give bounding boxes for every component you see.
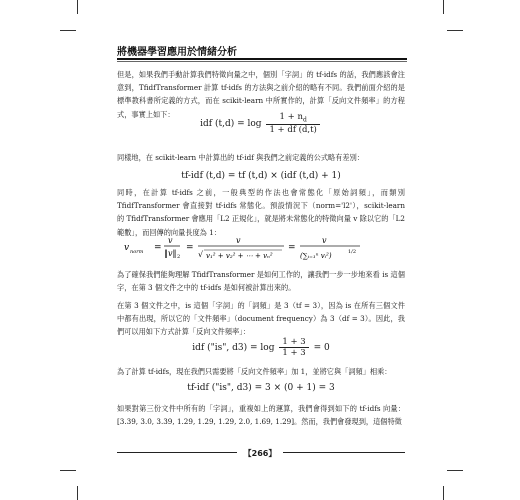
eq4-lhs: idf ("is", d3) = log	[192, 343, 275, 353]
page-number: 【266】	[243, 449, 277, 458]
eq1-numerator: 1 + n	[279, 112, 303, 122]
crop-mark	[77, 486, 78, 500]
equation-idf-is	[117, 337, 405, 358]
crop-mark	[60, 470, 76, 471]
svg-text:v₁² + v₂² + ⋯ + vₙ²: v₁² + v₂² + ⋯ + vₙ²	[206, 252, 273, 260]
eq1-denominator: 1 + df (d,t)	[269, 124, 317, 135]
eq4-denominator: 1 + 3	[282, 348, 306, 358]
svg-text:=: =	[154, 243, 162, 253]
crop-mark	[443, 0, 444, 14]
eq4-numerator: 1 + 3	[279, 337, 308, 348]
paragraph-6: 為了計算 tf-idfs，現在我們只需要將「反向文件頻率」加 1，並將它與「詞頻」相乘：	[117, 367, 392, 376]
paragraph-3: 同時，在計算 tf-idfs 之前，一般典型的作法也會常態化「原始詞頻」，而類別 TfidfTransformer 會直接對 tf-idfs 常態化。預設情況下（norm='l2'），scikit-learn 的 TfidfTransformer 會應用「L2 正規化」，就是將未常態化的特徵向量 v 除以它的「L2 範數」，而回傳的向量長度為 1：	[117, 188, 405, 237]
paragraph-7: 如果對第三份文件中所有的「字詞」，重複如上的運算，我們會得到如下的 tf-idfs 向量：[3.39, 3.0, 3.39, 1.29, 1.29, 1.29, 2.0, 1.69, 1.29]。然而，我們會發現到，這個特徵	[117, 404, 405, 427]
svg-text:1/2: 1/2	[348, 249, 357, 255]
equation-l2-norm	[124, 232, 404, 265]
svg-text:2: 2	[177, 254, 181, 260]
equation-idf	[117, 112, 405, 135]
header-rule	[117, 58, 407, 60]
eq1-numerator-sub: d	[302, 116, 307, 124]
paragraph-4: 為了確保我們能夠理解 TfidfTransformer 是如何工作的，讓我們一步一步地來看 is 這個字，在第 3 個文件之中的 tf-idfs 是如何被計算出來的。	[117, 270, 405, 293]
crop-mark	[447, 30, 463, 31]
svg-text:√: √	[198, 250, 204, 259]
svg-text:‖v‖: ‖v‖	[164, 249, 177, 258]
svg-text:v: v	[322, 236, 327, 245]
eq4-fraction	[279, 337, 308, 358]
paragraph-1: 但是，如果我們手動計算我們特徵向量之中，個別「字詞」的 tf-idfs 的話，我們應該會注意到，TfidfTransformer 計算 tf-idfs 的方法與之前介紹的略有不同。我們前面介紹的是標準教科書所定義的方式，而在 scikit-learn 中所實作的，計算「反向文件頻率」的方程式，事實上如下：	[117, 70, 405, 119]
svg-text:=: =	[186, 243, 194, 253]
eq1-lhs: idf (t,d) = log	[200, 118, 262, 129]
crop-mark	[447, 470, 463, 471]
header-rule-thin	[117, 61, 407, 62]
crop-mark	[60, 30, 76, 31]
equation-tfidf: tf-idf (t,d) = tf (t,d) × (idf (t,d) + 1)	[181, 171, 341, 181]
eq3-lhs: v	[124, 243, 130, 253]
paragraph-2: 同樣地，在 scikit-learn 中計算出的 tf-idf 與我們之前定義的公式略有差別：	[117, 153, 364, 162]
paragraph-5: 在第 3 個文件之中，is 這個「字詞」的「詞頻」是 3（tf = 3），因為 is 在所有三個文件中都有出現，所以它的「文件頻率」（document frequency）為 3（df = 3）。因此，我們可以用如下方式計算「反向文件頻率」：	[117, 301, 405, 337]
svg-text:(∑ᵢ₌₁ⁿ vᵢ²): (∑ᵢ₌₁ⁿ vᵢ²)	[300, 252, 332, 260]
svg-text:v: v	[236, 236, 241, 245]
eq4-rhs: = 0	[313, 343, 330, 353]
footer-rule-left	[117, 452, 237, 453]
running-header: 將機器學習應用於情緒分析	[117, 47, 237, 58]
eq3-lhs-sub: norm	[130, 249, 144, 255]
svg-text:=: =	[288, 243, 296, 253]
crop-mark	[443, 486, 444, 500]
footer-rule-right	[283, 452, 405, 453]
eq1-fraction	[266, 112, 319, 135]
crop-mark	[77, 0, 78, 14]
equation-tfidf-is: tf-idf ("is", d3) = 3 × (0 + 1) = 3	[187, 383, 335, 393]
svg-text:v: v	[168, 236, 173, 245]
l2-norm-formula	[124, 232, 384, 262]
